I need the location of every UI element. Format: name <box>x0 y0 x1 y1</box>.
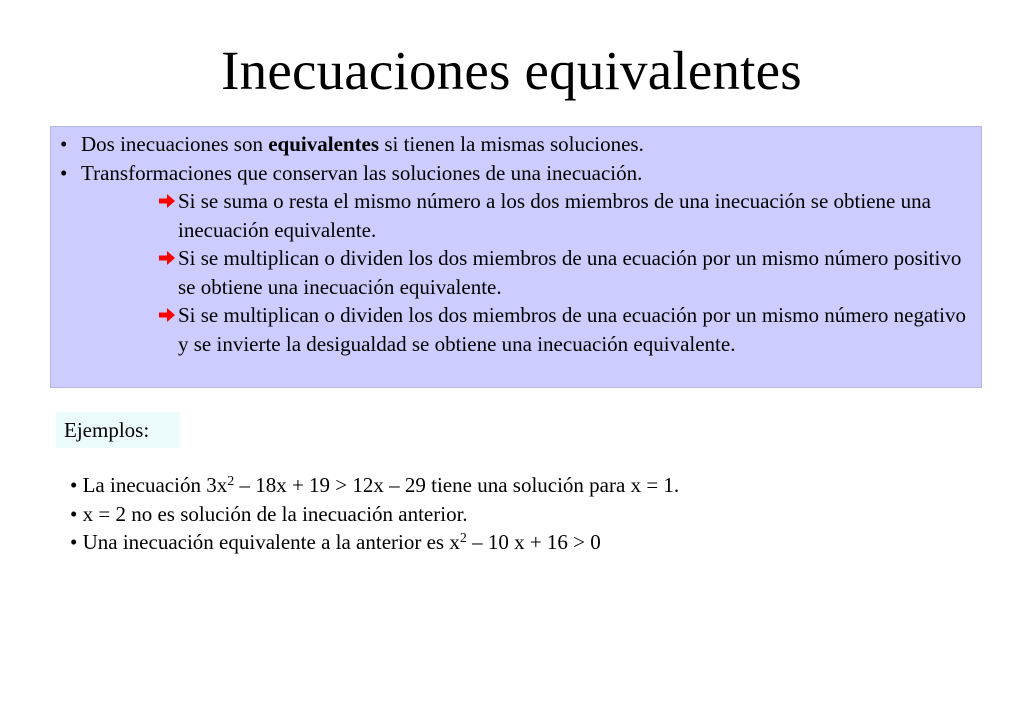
examples-label: Ejemplos: <box>56 412 180 448</box>
right-arrow-icon <box>158 192 176 210</box>
rule-item <box>158 244 978 301</box>
definitions-box <box>50 126 982 388</box>
bullet: • <box>60 132 68 156</box>
transformations-text: Transformaciones que conservan las soluciones de una inecuación. <box>81 160 643 185</box>
bullet: • <box>60 160 68 185</box>
examples-list <box>70 471 970 557</box>
rule-item <box>158 301 978 358</box>
rule-text: Si se suma o resta el mismo número a los dos miembros de una inecuación se obtiene una inecuación equivalente. <box>178 189 931 242</box>
definition-term: equivalentes <box>268 132 380 156</box>
rule-item <box>158 187 978 244</box>
rule-text: Si se multiplican o dividen los dos miembros de una ecuación por un mismo número positivo se obtiene una inecuación equivalente. <box>178 246 962 299</box>
definition-line <box>60 130 644 159</box>
example-text: • La inecuación 3x <box>70 473 228 497</box>
definition-text-end: si tienen la mismas soluciones. <box>379 132 644 156</box>
exponent: 2 <box>459 531 467 546</box>
right-arrow-icon <box>158 306 176 324</box>
example-text: • Una inecuación equivalente a la anterior es x <box>70 530 460 554</box>
example-item <box>70 500 970 529</box>
example-text: • x = 2 no es solución de la inecuación anterior. <box>70 501 468 526</box>
transformations-line <box>60 159 642 188</box>
example-text: – 18x + 19 > 12x – 29 tiene una solución para x = 1. <box>234 473 680 497</box>
example-item <box>70 471 970 500</box>
page-title: Inecuaciones equivalentes <box>221 40 802 101</box>
right-arrow-icon <box>158 249 176 267</box>
exponent: 2 <box>227 474 235 489</box>
rule-text: Si se multiplican o dividen los dos miembros de una ecuación por un mismo número negativo y se invierte la desigualdad se obtiene una inecuación equivalente. <box>178 303 966 356</box>
example-text: – 10 x + 16 > 0 <box>466 530 601 554</box>
definition-text-start: Dos inecuaciones son <box>81 132 269 156</box>
example-item <box>70 528 970 557</box>
